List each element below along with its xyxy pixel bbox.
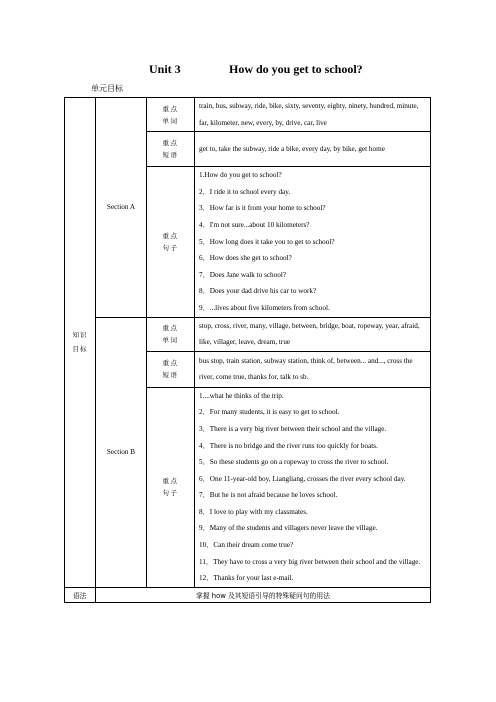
unit-title: How do you get to school? bbox=[229, 62, 363, 76]
section-b-cell: Section B bbox=[96, 317, 147, 587]
sentence-item: 3．How far is it from your home to school? bbox=[199, 204, 326, 213]
sentence-item: 5．How long does it take you to get to school? bbox=[199, 237, 335, 246]
sentence-item: 4．There is no bridge and the river runs too quickly for boats. bbox=[199, 441, 378, 450]
table-row bbox=[65, 98, 431, 132]
label-line: 重点 bbox=[162, 359, 179, 368]
unit-number: Unit 3 bbox=[149, 62, 181, 76]
label-line: 重点 bbox=[162, 231, 179, 240]
sentence-item: 7．But he is not afraid because he loves school. bbox=[199, 491, 338, 500]
section-a-phrases-label bbox=[147, 132, 195, 167]
section-b-phrases: bus stop, train station, subway station, think of, between... and..., cross the river, come true, thanks for, talk to sb. bbox=[195, 351, 431, 387]
grammar-content: 掌握 how 及其短语引导的特殊疑问句的用法 bbox=[96, 587, 431, 602]
sentence-item: 7．Does Jane walk to school? bbox=[199, 270, 287, 279]
sentence-item: 2．I ride it to school every day. bbox=[199, 187, 291, 196]
label-line: 单词 bbox=[162, 336, 179, 345]
sentence-item: 10．Can their dream come true? bbox=[199, 541, 294, 550]
table-row bbox=[65, 317, 431, 351]
section-b-phrases-label bbox=[147, 351, 195, 387]
unit-goals-table bbox=[64, 97, 431, 603]
sentence-item: 4．I'm not sure...about 10 kilometers? bbox=[199, 220, 310, 229]
label-line: 单词 bbox=[162, 116, 179, 125]
label-line: 重点 bbox=[162, 477, 179, 486]
sentence-item: 1.How do you get to school? bbox=[199, 171, 282, 180]
sentence-item: 5．So these students go on a ropeway to cross the river to school. bbox=[199, 458, 389, 467]
sentence-item: 9．Many of the students and villagers never leave the village. bbox=[199, 524, 378, 533]
category-cell bbox=[65, 98, 96, 588]
sentence-item: 12．Thanks for your last e-mail. bbox=[199, 574, 294, 583]
section-a-words: train, bus, subway, ride, bike, sixty, seventy, eighty, ninety, hundred, minute, far, kilometer, new, every, by, drive, car, live bbox=[195, 98, 431, 132]
section-a-sentences bbox=[195, 167, 431, 317]
sentence-item: 6．One 11-year-old boy, Liangliang, crosses the river every school day. bbox=[199, 474, 406, 483]
section-a-sentences-label bbox=[147, 167, 195, 317]
label-line: 短语 bbox=[162, 371, 179, 380]
section-a-phrases: get to, take the subway, ride a bike, every day, by bike, get home bbox=[195, 132, 431, 167]
label-line: 句子 bbox=[162, 489, 179, 498]
label-line: 重点 bbox=[162, 324, 179, 333]
section-b-sentences bbox=[195, 387, 431, 587]
grammar-label: 语法 bbox=[65, 587, 96, 602]
sentence-item: 3．There is a very big river between their school and the village. bbox=[199, 424, 387, 433]
sentence-item: 11．They have to cross a very big river between their school and the village. bbox=[199, 557, 421, 566]
section-b-words: stop, cross, river, many, village, between, bridge, boat, ropeway, year, afraid, like, villager, leave, dream, true bbox=[195, 317, 431, 351]
section-b-sentences-label bbox=[147, 387, 195, 587]
sentence-item: 8．Does your dad drive his car to work? bbox=[199, 287, 317, 296]
label-line: 句子 bbox=[162, 243, 179, 252]
section-a-words-label bbox=[147, 98, 195, 132]
sentence-item: 2．For many students, it is easy to get to school. bbox=[199, 408, 340, 417]
section-a-cell: Section A bbox=[96, 98, 147, 318]
document-title bbox=[0, 62, 496, 78]
label-line: 短语 bbox=[162, 151, 179, 160]
sentence-item: 1....what he thinks of the trip. bbox=[199, 391, 284, 400]
section-b-words-label bbox=[147, 317, 195, 351]
category-label-line1: 知识 bbox=[72, 331, 88, 340]
category-label-line2: 目标 bbox=[72, 345, 88, 354]
sentence-item: 6．How does she get to school? bbox=[199, 254, 292, 263]
label-line: 重点 bbox=[162, 104, 179, 113]
section-heading: 单元目标 bbox=[91, 84, 123, 93]
label-line: 重点 bbox=[162, 139, 179, 148]
sentence-item: 9．...lives about five kilometers from school. bbox=[199, 303, 330, 312]
sentence-item: 8．I love to play with my classmates. bbox=[199, 507, 308, 516]
grammar-row bbox=[65, 587, 431, 602]
